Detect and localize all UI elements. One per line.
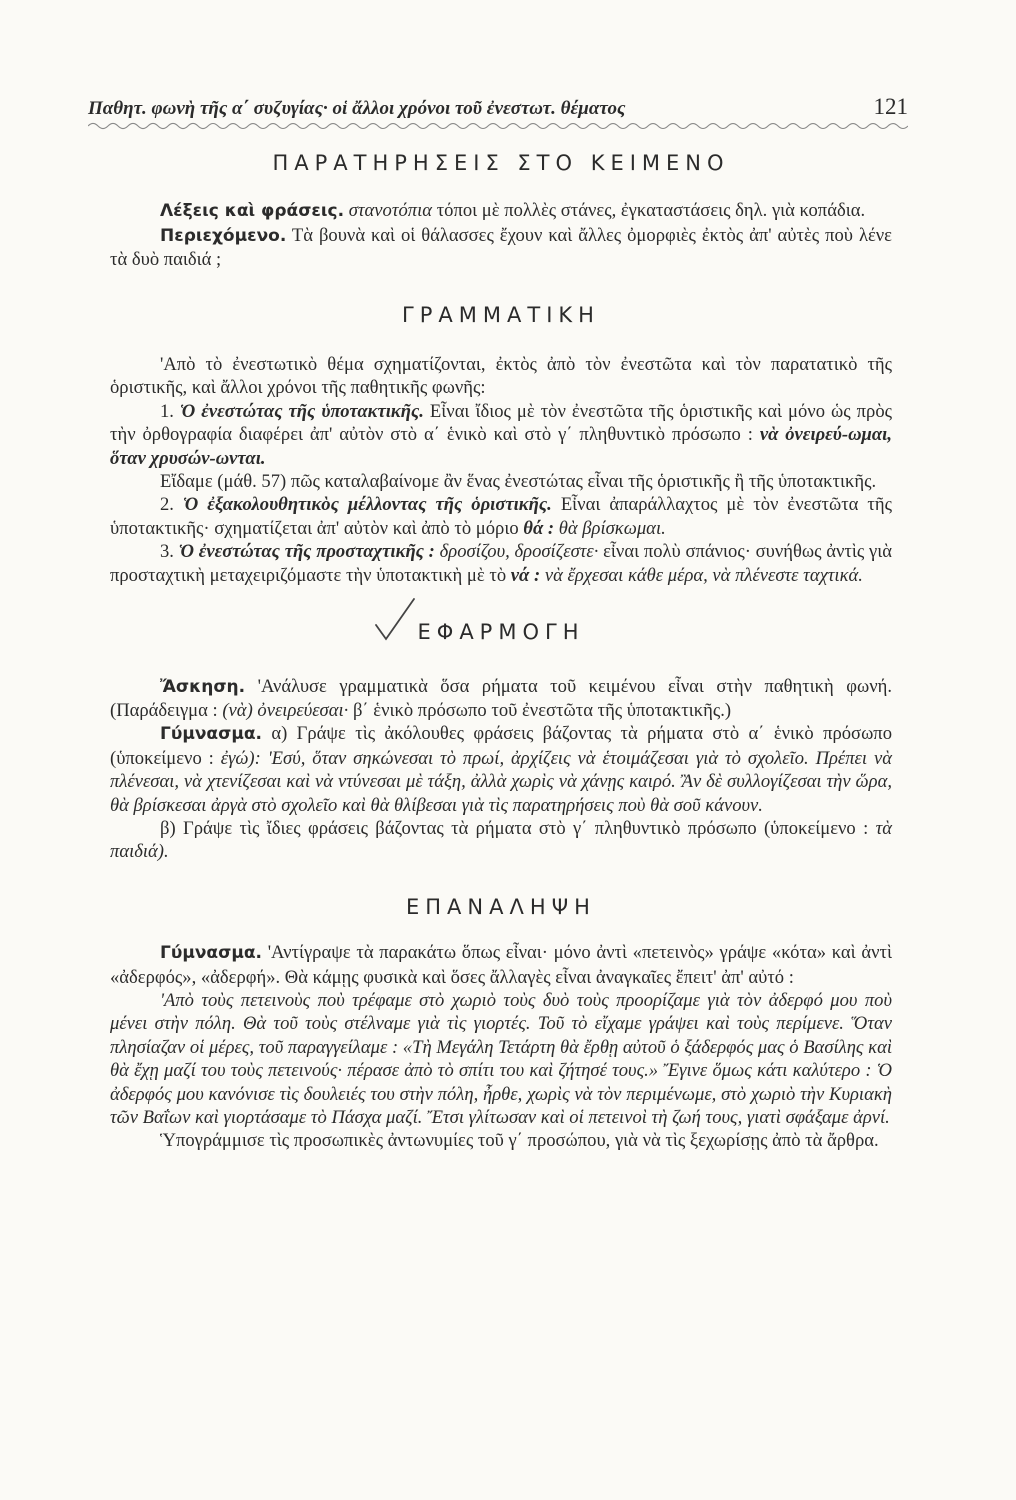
grammar-item-1-note: Εἴδαμε (μάθ. 57) πῶς καταλαβαίνομε ἂν ἕνας ἐνεστώτας εἶναι τῆς ὁριστικῆς ἢ τῆς ὑποτακτικῆς.	[160, 471, 877, 493]
label-revision-drill: Γύμνασμα.	[160, 943, 262, 964]
grammar-item-3	[110, 540, 892, 587]
exercise-paragraph	[110, 675, 892, 723]
item-2-title: Ὁ ἐξακολουθητικὸς μέλλοντας τῆς ὁριστικῆς.	[182, 494, 552, 516]
running-head	[88, 94, 908, 120]
heading-application-text: ΕΦΑΡΜΟΓΗ	[417, 620, 585, 645]
exercise-example-word: (νὰ) ὀνειρεύεσαι·	[222, 699, 349, 721]
item-2-text: Εἶναι ἀπαράλλαχτος μὲ τὸν ἐνεστῶτα τῆς ὑποτακτικῆς· σχηματίζεται ἀπ' αὐτὸν καὶ ἀπὸ τὸ μόριο	[110, 494, 892, 539]
item-3-example-2: νὰ ἔρχεσαι κάθε μέρα, νὰ πλένεστε ταχτικά.	[544, 564, 863, 586]
paragraph-words-phrases	[110, 199, 892, 223]
item-2-number: 2.	[160, 494, 174, 516]
drill-b-text: β) Γράψε τὶς ἴδιες φράσεις βάζοντας τὰ ρήματα στὸ γ΄ πληθυντικὸ πρόσωπο (ὑποκείμενο :	[160, 817, 869, 839]
drill-b-subject: τὰ παιδιά).	[110, 817, 892, 863]
exercise-text-1: 'Ανάλυσε γραμματικὰ ὅσα ρήματα τοῦ κειμένου εἶναι στὴν παθητικὴ φωνή. (Παράδειγμα :	[110, 675, 892, 721]
item-1-title: Ὁ ἐνεστώτας τῆς ὑποτακτικῆς.	[179, 400, 424, 422]
item-2-example: θὰ βρίσκωμαι.	[558, 517, 666, 539]
item-1-text: Εἶναι ἴδιος μὲ τὸν ἐνεστῶτα τῆς ὁριστικῆς καὶ μόνο ὡς πρὸς τὴν ὀρθογραφία διαφέρει ἀπ' αὐτὸν στὸ α΄ ἑνικὸ καὶ στὸ γ΄ πληθυντικὸ πρόσωπο :	[110, 400, 892, 446]
heading-revision: ΕΠΑΝΑΛΗΨΗ	[406, 894, 596, 919]
revision-drill-text: 'Αντίγραψε τὰ παρακάτω ὅπως εἶναι· μόνο ἀντὶ «πετεινὸς» γράψε «κότα» καὶ ἀντὶ «ἀδερφός», «ἀδερφή». Θὰ κάμῃς φυσικὰ καὶ ὅσες ἄλλαγὲς εἶναι ἀναγκαῖες ἔπειτ' ἀπ' αὐτό :	[110, 942, 892, 988]
revision-final-instruction: Ὑπογράμμισε τὶς προσωπικὲς ἀντωνυμίες τοῦ γ΄ προσώπου, γιὰ νὰ τὶς ξεχωρίσῃς ἀπὸ τὰ ἄρθρα.	[160, 1130, 879, 1152]
item-3-example: δροσίζου, δροσίζεστε·	[439, 541, 599, 563]
label-words-phrases: Λέξεις καὶ φράσεις.	[160, 201, 345, 222]
content-text: Τὰ βουνὰ καὶ οἱ θάλασσες ἔχουν καὶ ἄλλες ὀμορφιὲς ἐκτὸς ἀπ' αὐτὲς ποὺ λένε τὰ δυὸ παιδιά ;	[110, 224, 892, 271]
item-3-title: Ὁ ἐνεστώτας τῆς προσταχτικῆς :	[178, 541, 435, 563]
grammar-item-1	[110, 400, 892, 470]
paragraph-content	[110, 224, 892, 272]
heading-observations: ΠΑΡΑΤΗΡΗΣΕΙΣ ΣΤΟ ΚΕΙΜΕΝΟ	[272, 151, 730, 175]
item-1-number: 1.	[160, 400, 174, 422]
definition-text: τόποι μὲ πολλὲς στάνες, ἐγκαταστάσεις δηλ. γιὰ κοπάδια.	[436, 200, 866, 222]
heading-application	[110, 621, 892, 644]
item-3-number: 3.	[160, 541, 174, 563]
item-3-text: εἶναι πολὺ σπάνιος· συνήθως ἀντὶς γιὰ προσταχτικὴ μεταχειριζόμαστε τὴν ὑποτακτικὴ μὲ τὸ	[110, 541, 892, 586]
drill-a-phrases: 'Εσύ, ὅταν σηκώνεσαι τὸ πρωί, ἀρχίζεις νὰ ἑτοιμάζεσαι γιὰ τὸ σχολεῖο. Πρέπει νὰ πλένεσαι, νὰ χτενίζεσαι καὶ νὰ ντύνεσαι μὲ τάξη, ἀλλὰ χωρὶς νὰ χάνῃς καιρό. Ἂν δὲ συλλογίζεσαι τὴν ὥρα, θὰ βρίσκεσαι ἀργὰ στὸ σχολεῖο καὶ θὰ θλίβεσαι γιὰ τὶς παρατηρήσεις ποὺ θὰ σοῦ κάνουν.	[110, 747, 892, 816]
page-number: 121	[873, 94, 908, 119]
grammar-item-2	[110, 493, 892, 540]
revision-passage: 'Απὸ τοὺς πετεινοὺς ποὺ τρέφαμε στὸ χωριὸ τοὺς δυὸ τοὺς προορίζαμε γιὰ τὸν ἀδερφό μου ποὺ μένει στὴν πόλη. Θὰ τοῦ τοὺς στέλναμε γιὰ τὶς γιορτές. Τοῦ τὸ εἴχαμε γράψει καὶ τοὺς περίμενε. Ὅταν πλησίαζαν οἱ μέρες, τοῦ παραγγείλαμε : «Τὴ Μεγάλη Τετάρτη θὰ ἔρθῃ αὐτοῦ ὁ ξάδερφός μας ὁ Βασίλης καὶ θὰ ἔχῃ μαζί του τοὺς πετεινούς· πέρασε ἀπὸ τὸ σπίτι του καὶ ζήτησέ τους.» Ἔγινε ὅμως κάτι καλύτερο : Ὁ ἀδερφός μου κανόνισε τὶς δουλειές του στὴν πόλη, ἦρθε, χωρὶς νὰ τὸν περιμένωμε, στὸ χωριὸ τὴν Κυριακὴ τῶν Βαΐων καὶ γιορτάσαμε τὸ Πάσχα μαζί. Ἔτσι γλίτωσαν καὶ οἱ πετεινοὶ τὴ ζωή τους, γιατὶ σφάξαμε ἀρνί.	[110, 989, 892, 1128]
heading-grammar: ΓΡΑΜΜΑΤΙΚΗ	[402, 302, 600, 327]
drill-a-text: α) Γράψε τὶς ἀκόλουθες φράσεις βάζοντας τὰ ρήματα στὸ α΄ ἑνικὸ πρόσωπο (ὑποκείμενο :	[110, 723, 892, 769]
running-title: Παθητ. φωνὴ τῆς α΄ συζυγίας· οἱ ἄλλοι χρόνοι τοῦ ἐνεστωτ. θέματος	[88, 98, 626, 119]
drill-a-subject: ἐγώ):	[220, 747, 261, 769]
revision-drill-paragraph	[110, 941, 892, 989]
label-content: Περιεχόμενο.	[160, 225, 287, 246]
page-content	[110, 148, 892, 1153]
item-1-example: νὰ ὀνειρεύ-ωμαι, ὅταν χρυσών-ωνται.	[110, 424, 892, 469]
pencil-check-mark-icon	[372, 595, 418, 645]
exercise-text-2: β΄ ἑνικὸ πρόσωπο τοῦ ἐνεστῶτα τῆς ὑποτακτικῆς.)	[352, 699, 732, 721]
item-3-particle: νά :	[510, 564, 541, 586]
grammar-intro: 'Απὸ τὸ ἐνεστωτικὸ θέμα σχηματίζονται, ἐκτὸς ἀπὸ τὸν ἐνεστῶτα καὶ τὸν παρατατικὸ τῆς ὁριστικῆς, καὶ ἄλλοι χρόνοι τῆς παθητικῆς φωνῆς:	[110, 354, 892, 399]
drill-paragraph-b	[110, 817, 892, 864]
label-drill: Γύμνασμα.	[160, 724, 262, 745]
wavy-rule	[88, 120, 908, 132]
drill-paragraph-a	[110, 722, 892, 817]
item-2-particle: θά :	[523, 517, 555, 539]
word-stanotopia: στανοτόπια	[348, 200, 433, 222]
label-exercise: Ἄσκηση.	[160, 676, 246, 697]
